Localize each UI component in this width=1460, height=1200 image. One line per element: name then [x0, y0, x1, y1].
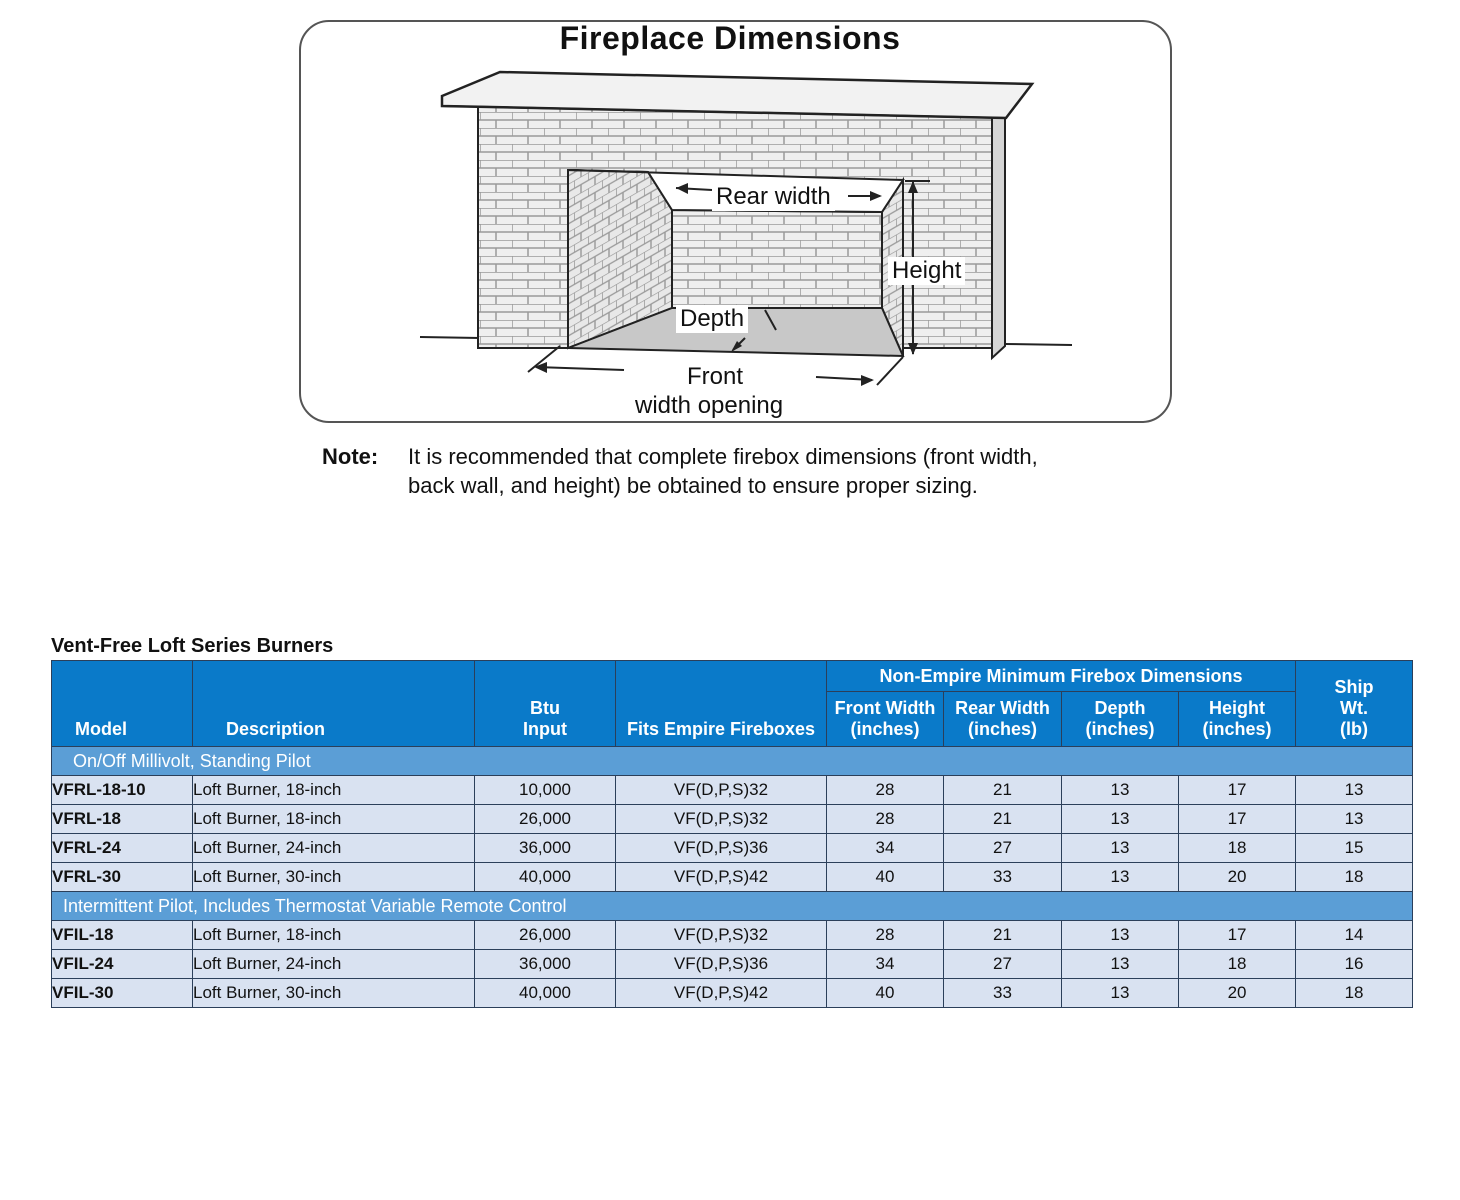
diagram-title: Fireplace Dimensions — [559, 20, 901, 56]
cell-front-width: 28 — [827, 776, 944, 805]
firebox-back-wall — [672, 210, 882, 308]
note-text-line-2: back wall, and height) be obtained to ensure proper sizing. — [408, 473, 978, 498]
cell-height: 18 — [1179, 950, 1296, 979]
header-rear-width: Rear Width (inches) — [944, 692, 1062, 747]
cell-rear-width: 33 — [944, 979, 1062, 1008]
cell-btu-input: 40,000 — [475, 979, 616, 1008]
header-fits-empire: Fits Empire Fireboxes — [616, 661, 827, 747]
cell-model: VFIL-24 — [52, 950, 193, 979]
table-row — [52, 863, 1413, 892]
cell-depth: 13 — [1062, 921, 1179, 950]
group-label: On/Off Millivolt, Standing Pilot — [52, 747, 1413, 776]
cell-ship-wt: 18 — [1296, 863, 1413, 892]
cell-ship-wt: 15 — [1296, 834, 1413, 863]
table-row — [52, 979, 1413, 1008]
group-row — [52, 747, 1413, 776]
cell-btu-input: 26,000 — [475, 921, 616, 950]
cell-model: VFIL-30 — [52, 979, 193, 1008]
header-nonempire-group: Non-Empire Minimum Firebox Dimensions — [827, 661, 1296, 692]
cell-model: VFIL-18 — [52, 921, 193, 950]
cell-description: Loft Burner, 18-inch — [193, 776, 475, 805]
cell-depth: 13 — [1062, 805, 1179, 834]
burner-spec-table — [51, 660, 1413, 1008]
cell-ship-wt: 13 — [1296, 805, 1413, 834]
table-row — [52, 834, 1413, 863]
group-label: Intermittent Pilot, Includes Thermostat Variable Remote Control — [52, 892, 1413, 921]
header-height: Height (inches) — [1179, 692, 1296, 747]
cell-fits-empire: VF(D,P,S)42 — [616, 979, 827, 1008]
cell-ship-wt: 14 — [1296, 921, 1413, 950]
cell-depth: 13 — [1062, 950, 1179, 979]
label-height: Height — [888, 257, 965, 285]
table-row — [52, 950, 1413, 979]
cell-height: 17 — [1179, 921, 1296, 950]
label-depth: Depth — [676, 305, 748, 333]
cell-description: Loft Burner, 18-inch — [193, 921, 475, 950]
cell-rear-width: 21 — [944, 921, 1062, 950]
cell-description: Loft Burner, 30-inch — [193, 863, 475, 892]
cell-fits-empire: VF(D,P,S)32 — [616, 805, 827, 834]
cell-height: 20 — [1179, 863, 1296, 892]
cell-height: 20 — [1179, 979, 1296, 1008]
cell-fits-empire: VF(D,P,S)32 — [616, 921, 827, 950]
cell-btu-input: 26,000 — [475, 805, 616, 834]
cell-fits-empire: VF(D,P,S)42 — [616, 863, 827, 892]
note-label: Note: — [322, 444, 379, 469]
cell-description: Loft Burner, 30-inch — [193, 979, 475, 1008]
cell-front-width: 34 — [827, 834, 944, 863]
label-front-line1: Front — [687, 363, 744, 390]
table-body — [52, 747, 1413, 1008]
cell-ship-wt: 13 — [1296, 776, 1413, 805]
cell-fits-empire: VF(D,P,S)36 — [616, 950, 827, 979]
cell-ship-wt: 18 — [1296, 979, 1413, 1008]
cell-rear-width: 21 — [944, 776, 1062, 805]
cell-height: 18 — [1179, 834, 1296, 863]
label-rear-width: Rear width — [712, 183, 835, 211]
cell-rear-width: 33 — [944, 863, 1062, 892]
table-row — [52, 921, 1413, 950]
cell-btu-input: 36,000 — [475, 950, 616, 979]
cell-btu-input: 10,000 — [475, 776, 616, 805]
table-title: Vent-Free Loft Series Burners — [51, 635, 334, 657]
header-model: Model — [52, 661, 193, 747]
label-front-line2: width opening — [635, 392, 784, 419]
cell-depth: 13 — [1062, 776, 1179, 805]
cell-model: VFRL-18 — [52, 805, 193, 834]
header-depth: Depth (inches) — [1062, 692, 1179, 747]
header-front-width: Front Width (inches) — [827, 692, 944, 747]
cell-description: Loft Burner, 24-inch — [193, 950, 475, 979]
table-row — [52, 805, 1413, 834]
cell-depth: 13 — [1062, 979, 1179, 1008]
cell-model: VFRL-18-10 — [52, 776, 193, 805]
cell-front-width: 40 — [827, 979, 944, 1008]
cell-model: VFRL-24 — [52, 834, 193, 863]
cell-description: Loft Burner, 24-inch — [193, 834, 475, 863]
header-btu-input: Btu Input — [475, 661, 616, 747]
cell-depth: 13 — [1062, 863, 1179, 892]
cell-front-width: 28 — [827, 805, 944, 834]
note-text-line-1: It is recommended that complete firebox dimensions (front width, — [408, 444, 1038, 469]
cell-fits-empire: VF(D,P,S)32 — [616, 776, 827, 805]
table-row — [52, 776, 1413, 805]
cell-front-width: 28 — [827, 921, 944, 950]
cell-height: 17 — [1179, 776, 1296, 805]
cell-rear-width: 27 — [944, 834, 1062, 863]
cell-description: Loft Burner, 18-inch — [193, 805, 475, 834]
cell-front-width: 40 — [827, 863, 944, 892]
cell-model: VFRL-30 — [52, 863, 193, 892]
cell-height: 17 — [1179, 805, 1296, 834]
cell-front-width: 34 — [827, 950, 944, 979]
cell-fits-empire: VF(D,P,S)36 — [616, 834, 827, 863]
group-row — [52, 892, 1413, 921]
cell-btu-input: 36,000 — [475, 834, 616, 863]
cell-depth: 13 — [1062, 834, 1179, 863]
cell-rear-width: 21 — [944, 805, 1062, 834]
cell-rear-width: 27 — [944, 950, 1062, 979]
header-description: Description — [193, 661, 475, 747]
cell-btu-input: 40,000 — [475, 863, 616, 892]
header-ship-wt: Ship Wt. (lb) — [1296, 661, 1413, 747]
cell-ship-wt: 16 — [1296, 950, 1413, 979]
